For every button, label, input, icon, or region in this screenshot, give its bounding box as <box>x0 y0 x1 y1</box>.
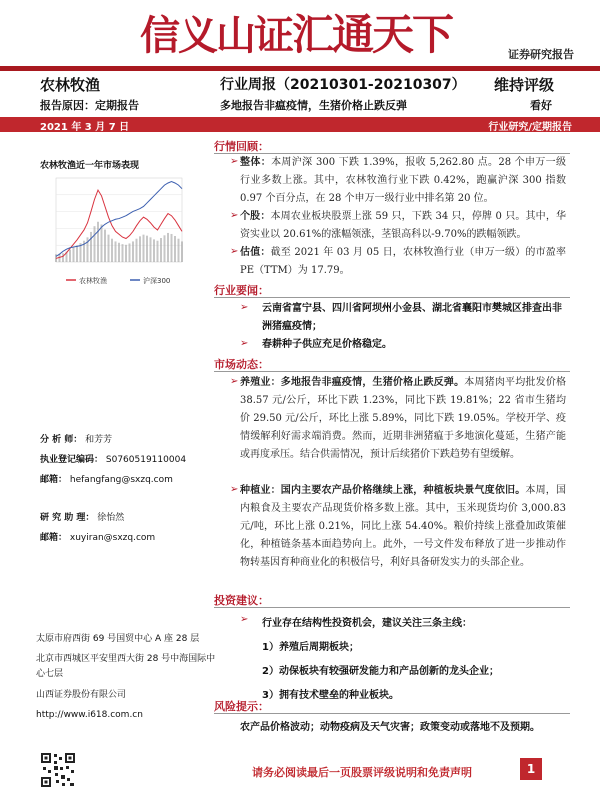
researcher-name: 徐怡然 <box>97 513 125 523</box>
address-2: 北京市西城区平安里西大街 28 号中海国际中心七层 <box>36 654 216 679</box>
chart-volume-bar <box>181 241 183 262</box>
section-risk-title: 风险提示： <box>214 700 269 713</box>
chart-volume-bar <box>108 235 110 262</box>
chart-volume-bar <box>118 243 120 262</box>
section-review-title: 行情回顾： <box>214 140 269 153</box>
chart-volume-bar <box>111 239 113 262</box>
chart-volume-bar <box>94 226 96 262</box>
analyst-line <box>40 432 112 445</box>
report-header <box>0 0 600 66</box>
review-item-text: 截至 2021 年 03 月 05 日，农林牧渔行业（申万一级）的市盈率 PE（TTM）为 17.79。 <box>240 247 566 276</box>
bullet-arrow-icon: ➢ <box>230 210 239 221</box>
chart-volume-bar <box>157 241 159 262</box>
review-item-label: 个股： <box>240 211 271 222</box>
review-item-label: 估值： <box>240 247 271 258</box>
chart-volume-bar <box>62 253 64 262</box>
subtitle-row <box>0 97 600 113</box>
logo-text-a: 信义山证 <box>140 13 292 59</box>
chart-volume-bar <box>129 243 131 262</box>
chart-volume-bar <box>69 250 71 262</box>
doc-type: 证券研究报告 <box>508 48 574 61</box>
rating: 维持评级 <box>494 76 555 94</box>
invest-item: 1）养殖后周期板块； <box>262 642 359 653</box>
review-item-label: 整体： <box>240 157 272 168</box>
report-category: 行业研究/定期报告 <box>488 122 572 133</box>
company-website[interactable]: http://www.i618.com.cn <box>36 710 143 720</box>
section-divider <box>214 713 570 714</box>
chart-volume-bar <box>90 232 92 262</box>
bullet-arrow-icon: ➢ <box>230 484 239 495</box>
risk-text: 农产品价格波动；动物疫病及天气灾害；政策变动或落地不及预期。 <box>240 722 540 733</box>
review-item-text: 本周沪深 300 下跌 1.39%，报收 5,262.80 点。28 个申万一级行业多数上涨。其中，农林牧渔行业下跌 0.42%，跑赢沪深 300 指数 0.97 个百分点，在 28 个申万一级行业中排名第 20 位。 <box>240 157 566 204</box>
disclaimer-note[interactable]: 请务必阅读最后一页股票评级说明和免责声明 <box>252 766 472 779</box>
review-item <box>240 154 566 208</box>
bullet-arrow-icon: ➢ <box>240 302 249 313</box>
chart-volume-bar <box>164 235 166 262</box>
section-divider <box>214 607 570 608</box>
section-divider <box>214 297 570 298</box>
chart-volume-bar <box>160 238 162 262</box>
chart-volume-bar <box>150 237 152 262</box>
review-item <box>240 244 566 280</box>
legend-label: 农林牧渔 <box>79 277 107 285</box>
qr-code-icon <box>40 752 76 788</box>
chart-volume-bar <box>167 233 169 262</box>
chart-volume-bar <box>76 245 78 262</box>
cert-line <box>40 452 186 465</box>
date-band <box>0 117 600 132</box>
cert-label: 执业登记编码： <box>40 455 104 465</box>
chart-volume-bar <box>146 236 148 262</box>
chart-volume-bar <box>171 234 173 262</box>
market-item-label: 种植业：国内主要农产品价格继续上涨，种植板块景气度依旧。 <box>240 485 526 496</box>
chart-volume-bar <box>125 245 127 262</box>
legend-label: 沪深300 <box>143 277 171 285</box>
section-market-title: 市场动态： <box>214 358 269 371</box>
researcher-label: 研 究 助 理： <box>40 513 95 523</box>
chart-volume-bar <box>101 224 103 262</box>
market-item-text: 本周猪肉平均批发价格 38.57 元/公斤，环比下跌 1.23%，同比下跌 19.81%；22 省市生猪均价 29.50 元/公斤，环比上涨 5.89%，同比下跌 19.05%。学校开学、疫情缓解利好需求端消费。然而，近期非洲猪瘟于多地演化蔓延，生猪产能或再度承压。结合供需情况，预计后续猪价下跌趋势有望缓解。 <box>240 377 567 460</box>
company-name: 山西证券股份有限公司 <box>36 690 127 700</box>
bullet-arrow-icon: ➢ <box>230 376 239 387</box>
email-line <box>40 472 173 485</box>
bullet-arrow-icon: ➢ <box>230 246 239 257</box>
bullet-arrow-icon: ➢ <box>240 614 249 625</box>
chart-volume-bar <box>97 222 99 262</box>
chart-title: 农林牧渔近一年市场表现 <box>40 161 140 171</box>
market-item <box>240 374 566 464</box>
sector-name: 农林牧渔 <box>40 76 101 94</box>
address-1: 太原市府西街 69 号国贸中心 A 座 28 层 <box>36 634 200 644</box>
report-date: 2021 年 3 月 7 日 <box>40 122 130 133</box>
bullet-arrow-icon: ➢ <box>240 338 249 349</box>
invest-lead: 行业存在结构性投资机会，建议关注三条主线： <box>262 618 472 629</box>
title-row <box>0 72 600 96</box>
chart-volume-bar <box>178 239 180 262</box>
chart-volume-bar <box>73 248 75 262</box>
email-label: 邮箱： <box>40 475 68 485</box>
section-divider <box>214 371 570 372</box>
chart-volume-bar <box>132 241 134 262</box>
company-logo <box>140 2 452 62</box>
email2-label: 邮箱： <box>40 533 68 543</box>
bullet-arrow-icon: ➢ <box>230 156 239 167</box>
analyst-name: 和芳芳 <box>85 435 113 445</box>
logo-text-b: 汇通天下 <box>292 10 453 59</box>
chart-volume-bar <box>136 239 138 262</box>
chart-volume-bar <box>104 230 106 262</box>
email2-line <box>40 530 155 543</box>
researcher-line <box>40 510 124 523</box>
page-number: 1 <box>520 758 542 780</box>
report-reason: 报告原因：定期报告 <box>40 99 139 112</box>
analyst-email[interactable]: hefangfang@sxzq.com <box>69 475 173 485</box>
chart-volume-bar <box>153 239 155 262</box>
invest-item: 2）动保板块有较强研发能力和产品创新的龙头企业； <box>262 666 499 677</box>
review-item-text: 本周农业板块股票上涨 59 只，下跌 34 只，停牌 0 只。其中，华资实业以 20.61%的涨幅领涨，茎银高科以-9.70%的跌幅领跌。 <box>240 211 566 240</box>
section-invest-title: 投资建议： <box>214 594 269 607</box>
analyst-label: 分 析 师： <box>40 435 83 445</box>
report-headline: 多地报告非瘟疫情，生猪价格止跌反弹 <box>220 99 407 112</box>
market-item <box>240 482 566 572</box>
chart-volume-bar <box>139 236 141 262</box>
header-divider <box>0 66 600 71</box>
chart-volume-bar <box>174 236 176 262</box>
section-news-title: 行业要闻： <box>214 284 269 297</box>
researcher-email[interactable]: xuyiran@sxzq.com <box>69 533 156 543</box>
cert-number: S0760519110004 <box>105 455 187 465</box>
chart-volume-bar <box>143 235 145 262</box>
outlook: 看好 <box>530 99 552 112</box>
news-item: 云南省富宁县、四川省阿坝州小金县、湖北省襄阳市樊城区排查出非洲猪瘟疫情； <box>262 303 562 332</box>
market-item-label: 养殖业：多地报告非瘟疫情，生猪价格止跌反弹。 <box>240 377 465 388</box>
chart-volume-bar <box>115 241 117 262</box>
chart-volume-bar <box>122 244 124 262</box>
performance-chart <box>36 170 202 290</box>
market-item-text: 本周，国内粮食及主要农产品现货价格多数上涨。其中，玉米现货均价 3,000.83 元/吨，环比上涨 0.21%，同比上涨 54.40%。粮价持续上涨叠加政策催化，种植链条基本面趋势向上。此外，一号文件发布释放了进一步推动作物转基因育种商业化的积极信号，利好具备研发实力的头部企业。 <box>240 485 567 568</box>
news-item: 春耕种子供应充足价格稳定。 <box>262 339 392 350</box>
review-item <box>240 208 566 244</box>
invest-item: 3）拥有技术壁垒的种业板块。 <box>262 690 399 701</box>
report-title: 行业周报（20210301-20210307） <box>220 77 466 93</box>
